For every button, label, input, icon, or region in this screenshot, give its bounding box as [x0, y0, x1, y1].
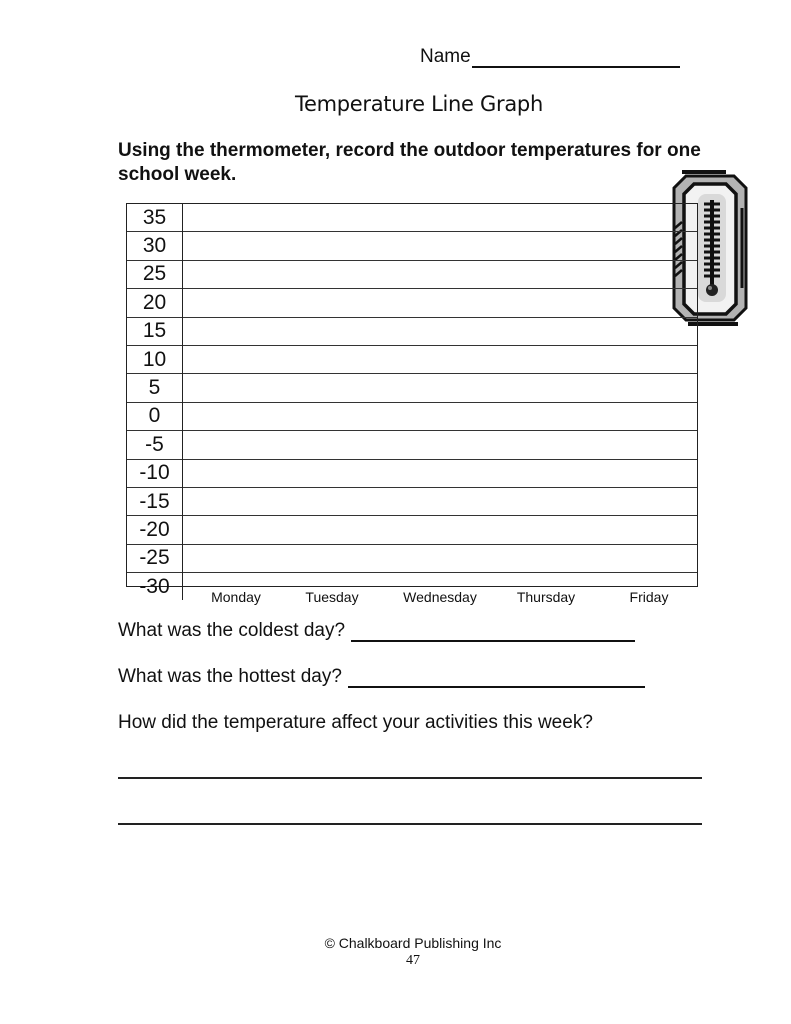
instructions-text: Using the thermometer, record the outdoor temperatures for one school week. — [118, 140, 701, 185]
graph-cell[interactable] — [183, 516, 698, 544]
x-axis-label-wednesday: Wednesday — [403, 589, 477, 605]
question-coldest-text: What was the coldest day? — [118, 620, 346, 641]
graph-cell[interactable] — [183, 459, 698, 487]
graph-cell[interactable] — [183, 289, 698, 317]
y-axis-label: 0 — [127, 402, 183, 430]
x-axis-label-tuesday: Tuesday — [305, 589, 359, 605]
graph-cell[interactable] — [183, 345, 698, 373]
graph-row — [127, 402, 697, 430]
name-label: Name — [420, 46, 471, 67]
answer-coldest-line[interactable] — [351, 622, 635, 642]
y-axis-label: 30 — [127, 232, 183, 260]
graph-cell[interactable] — [183, 260, 698, 288]
graph-cell[interactable] — [183, 487, 698, 515]
graph-cell[interactable] — [183, 317, 698, 345]
answer-hottest-line[interactable] — [348, 668, 645, 688]
x-axis-label-friday: Friday — [629, 589, 669, 605]
graph-row — [127, 260, 697, 288]
y-axis-label: -15 — [127, 487, 183, 515]
y-axis-label: 25 — [127, 260, 183, 288]
question-hottest-text: What was the hottest day? — [118, 666, 342, 687]
name-blank-line[interactable] — [472, 47, 680, 68]
page-number: 47 — [406, 953, 420, 968]
graph-cell[interactable] — [183, 544, 698, 572]
y-axis-label: -30 — [127, 573, 183, 601]
answer-activities-line-2[interactable] — [118, 823, 702, 825]
y-axis-label: -10 — [127, 459, 183, 487]
question-coldest — [118, 620, 635, 642]
y-axis-label: 15 — [127, 317, 183, 345]
graph-row — [127, 431, 697, 459]
name-field — [420, 46, 680, 68]
answer-activities-line-1[interactable] — [118, 777, 702, 779]
graph-row — [127, 204, 697, 232]
graph-row — [127, 232, 697, 260]
copyright-footer: © Chalkboard Publishing Inc — [324, 935, 502, 951]
graph-cell[interactable] — [183, 431, 698, 459]
y-axis-label: -25 — [127, 544, 183, 572]
y-axis-label: -5 — [127, 431, 183, 459]
graph-cell[interactable] — [183, 232, 698, 260]
x-axis-label-thursday: Thursday — [516, 589, 576, 605]
page-title: Temperature Line Graph — [295, 92, 543, 116]
graph-row — [127, 345, 697, 373]
graph-cell[interactable] — [183, 402, 698, 430]
graph-row — [127, 487, 697, 515]
graph-row — [127, 544, 697, 572]
x-axis-label-monday: Monday — [211, 589, 261, 605]
question-activities — [118, 712, 593, 734]
question-hottest — [118, 666, 645, 688]
graph-cell[interactable] — [183, 204, 698, 232]
graph-row — [127, 317, 697, 345]
question-activities-text: How did the temperature affect your activities this week? — [118, 712, 593, 733]
graph-row — [127, 374, 697, 402]
graph-row — [127, 459, 697, 487]
y-axis-label: 10 — [127, 345, 183, 373]
y-axis-label: 5 — [127, 374, 183, 402]
y-axis-label: 35 — [127, 204, 183, 232]
graph-table — [127, 204, 697, 600]
y-axis-label: 20 — [127, 289, 183, 317]
graph-cell[interactable] — [183, 374, 698, 402]
graph-row — [127, 289, 697, 317]
graph-row — [127, 516, 697, 544]
y-axis-label: -20 — [127, 516, 183, 544]
